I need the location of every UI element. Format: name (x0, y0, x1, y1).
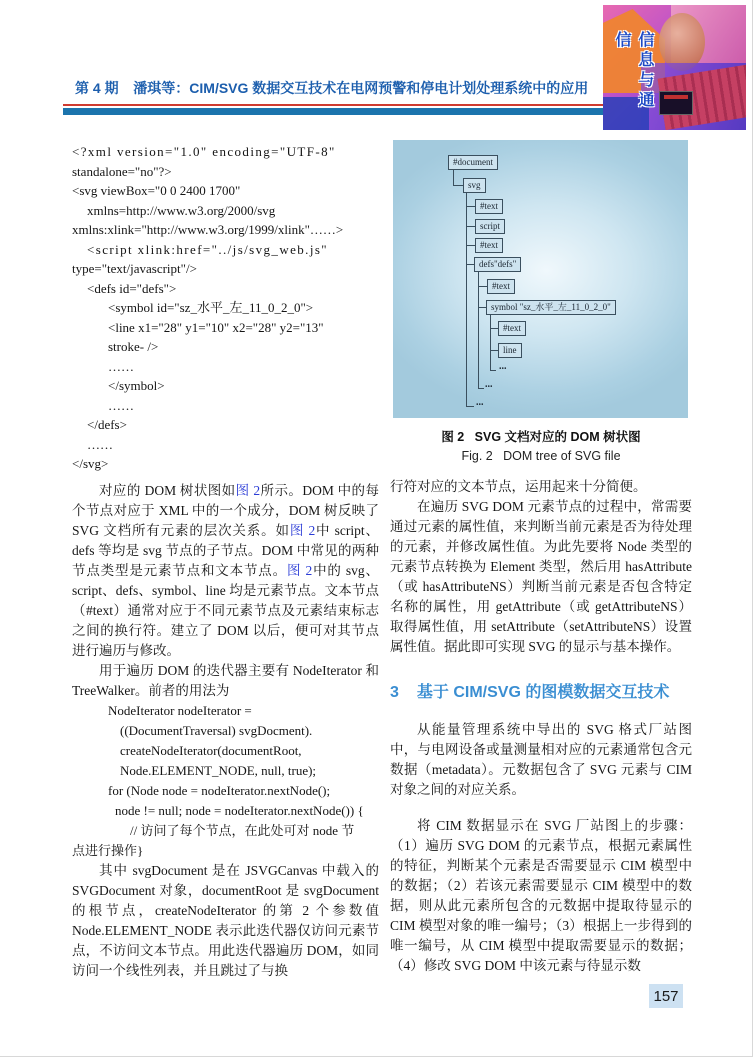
paragraph-iterator-intro: 用于遍历 DOM 的迭代器主要有 NodeIterator 和 TreeWalker。前者的用法为 (72, 662, 379, 698)
tree-connector (490, 350, 498, 351)
figure-2-reference[interactable]: 图 2 (286, 562, 313, 578)
tree-connector (466, 193, 467, 406)
tree-connector (453, 170, 454, 185)
paragraph-continuation: 行符对应的文本节点，运用起来十分简便。 (390, 479, 647, 494)
collage-calculator (659, 91, 693, 115)
code-line: <defs id="defs"> (87, 280, 177, 296)
tree-connector (490, 328, 498, 329)
paragraph-metadata: 从能量管理系统中导出的 SVG 格式厂站图中，与电网设备或量测量相对应的元素通常包含元数据（metadata）。元数据包含了 SVG 元素与 CIM 对象之间的对应关系。 (390, 722, 692, 797)
left-column (72, 142, 379, 981)
page-header (63, 78, 603, 98)
text-segment: 所示。DOM 中的每个节点对应于 XML 中的一个成分，DOM 树反映了 SVG 文档所有元素的层次关系。如 (72, 482, 379, 538)
code-line: </svg> (72, 456, 109, 471)
issue-label: 第 4 期 (75, 80, 119, 96)
section-title: 基于 CIM/SVG 的图模数据交互技术 (416, 684, 670, 701)
paragraph-dom-tree (72, 481, 379, 661)
tree-node-text: #text (475, 199, 503, 214)
java-code-listing (72, 701, 379, 861)
right-column (390, 140, 692, 976)
code-line: type="text/javascript"/> (72, 261, 197, 276)
tree-node-text: #text (498, 321, 526, 336)
tree-node-ellipsis: ... (476, 397, 484, 408)
code-line: xmlns:xlink="http://www.w3.org/1999/xlink"……> (72, 222, 344, 237)
code-line: // 访问了每个节点，在此处可对 node 节 (130, 822, 355, 838)
code-line: …… (108, 397, 134, 413)
tree-node-script: script (475, 219, 505, 234)
running-title: 潘琪等：CIM/SVG 数据交互技术在电网预警和停电计划处理系统中的应用 (133, 80, 589, 96)
section-3-heading (390, 679, 692, 702)
paragraph-traverse-attrs: 在遍历 SVG DOM 元素节点的过程中，常需要通过元素的属性值，来判断当前元素是否为待处理的元素，并修改属性值。为此先要将 Node 类型的元素节点转换为 Element 类型，然后用 hasAttribute（或 hasAttributeNS）判断当前元素是否包含特定名称的属性，用 getAttribute（或 getAttributeNS）取得属性值，用 setAttribute（setAttributeNS）设置属性值。据此即可实现 SVG 的显示与基本操作。 (390, 499, 692, 654)
tree-node-svg: svg (463, 178, 486, 193)
tree-node-line: line (498, 343, 522, 358)
tree-connector (466, 206, 475, 207)
tree-node-defs: defs"defs" (474, 257, 521, 272)
code-line: <svg viewBox="0 0 2400 1700" (72, 183, 241, 198)
code-line: stroke- /> (108, 339, 159, 354)
code-line: </symbol> (108, 378, 165, 393)
code-line: NodeIterator nodeIterator = (108, 702, 252, 718)
code-line: </defs> (87, 417, 127, 432)
header-rule-blue (63, 108, 604, 115)
tree-connector (466, 264, 474, 265)
figure-2-reference[interactable]: 图 2 (289, 522, 316, 538)
page-number: 157 (653, 987, 679, 1005)
figure-2-dom-tree (393, 140, 688, 418)
code-line: …… (87, 436, 113, 452)
tree-connector (490, 315, 491, 370)
tree-connector (478, 286, 487, 287)
code-line: ((DocumentTraversal) svgDocment). (120, 722, 313, 738)
code-line: createNodeIterator(documentRoot, (120, 742, 302, 758)
code-line: <symbol id="sz_水平_左_11_0_2_0"> (108, 300, 314, 315)
code-line: for (Node node = nodeIterator.nextNode(); (108, 782, 331, 798)
tree-node-text: #text (475, 238, 503, 253)
code-line: Node.ELEMENT_NODE, null, true); (120, 762, 317, 778)
code-line: 点进行操作} (72, 842, 144, 858)
header-rule-red (63, 104, 604, 106)
tree-connector (466, 226, 475, 227)
corner-collage-image (603, 5, 746, 130)
tree-node-ellipsis: ... (485, 379, 493, 390)
tree-connector (453, 185, 463, 186)
figure-caption-en: Fig. 2 DOM tree of SVG file (461, 449, 621, 463)
code-line: xmlns=http://www.w3.org/2000/svg (87, 202, 276, 218)
xml-code-listing (72, 142, 379, 474)
tree-connector (466, 245, 475, 246)
figure-caption-zh: 图 2 SVG 文档对应的 DOM 树状图 (441, 430, 641, 444)
text-segment: 中 script、defs 等均是 svg 节点的子节点。DOM 中常见的两种节点类型是元素节点和文本节点。 (72, 522, 379, 578)
figure-2-reference[interactable]: 图 2 (235, 482, 261, 498)
section-number: 3 (390, 684, 399, 701)
tree-connector (478, 388, 484, 389)
tree-node-text: #text (487, 279, 515, 294)
code-line: node != null; node = nodeIterator.nextNode()) { (115, 802, 364, 818)
tree-node-ellipsis: ... (499, 361, 507, 372)
paragraph-svgdocument: 其中 svgDocument 是在 JSVGCanvas 中载入的 SVGDocument 对象，documentRoot 是 svgDocument 的根节点，createNodeIterator 的第 2 个参数值 Node.ELEMENT_NODE 表示此迭代器仅访问元素节点，不访问文本节点。用此迭代器遍历 DOM，如同访问一个线性列表，并且跳过了与换 (72, 862, 379, 978)
tree-connector (478, 272, 479, 388)
tree-node-document: #document (448, 155, 498, 170)
text-segment: 中的 svg、script、defs、symbol、line 均是元素节点。文本节点（#text）通常对应于不同元素节点及元素结束标志之间的换行符。建立了 DOM 以后，便可对其节点进行遍历与修改。 (72, 562, 380, 658)
tree-connector (466, 406, 474, 407)
code-line: <line x1="28" y1="10" x2="28" y2="13" (108, 319, 324, 335)
section-banner-label: 信息与通信 (613, 31, 653, 111)
paragraph-cim-steps: 将 CIM 数据显示在 SVG 厂站图上的步骤：（1）遍历 SVG DOM 的元素节点，根据元素属性的特征，判断某个元素是否需要显示 CIM 模型中的数据；（2）若该元素需要显示 CIM 模型中的数据，则从此元素所包含的元数据中提取待显示的 CIM 模型对象的唯一编号；（3）根据上一步得到的唯一编号，从 CIM 模型中提取需要显示的数据；（4）修改 SVG DOM 中该元素与待显示数 (390, 818, 692, 973)
code-line: standalone="no"?> (72, 163, 172, 179)
tree-connector (490, 370, 496, 371)
code-line: <?xml version="1.0" encoding="UTF-8" (72, 144, 336, 159)
text-segment: 对应的 DOM 树状图如 (99, 482, 236, 498)
page-number-badge (649, 984, 683, 1008)
code-line: …… (108, 358, 134, 374)
tree-connector (478, 307, 486, 308)
code-line: <script xlink:href="../js/svg_web.js" (87, 241, 329, 257)
tree-node-symbol: symbol "sz_水平_左_11_0_2_0" (486, 300, 616, 315)
